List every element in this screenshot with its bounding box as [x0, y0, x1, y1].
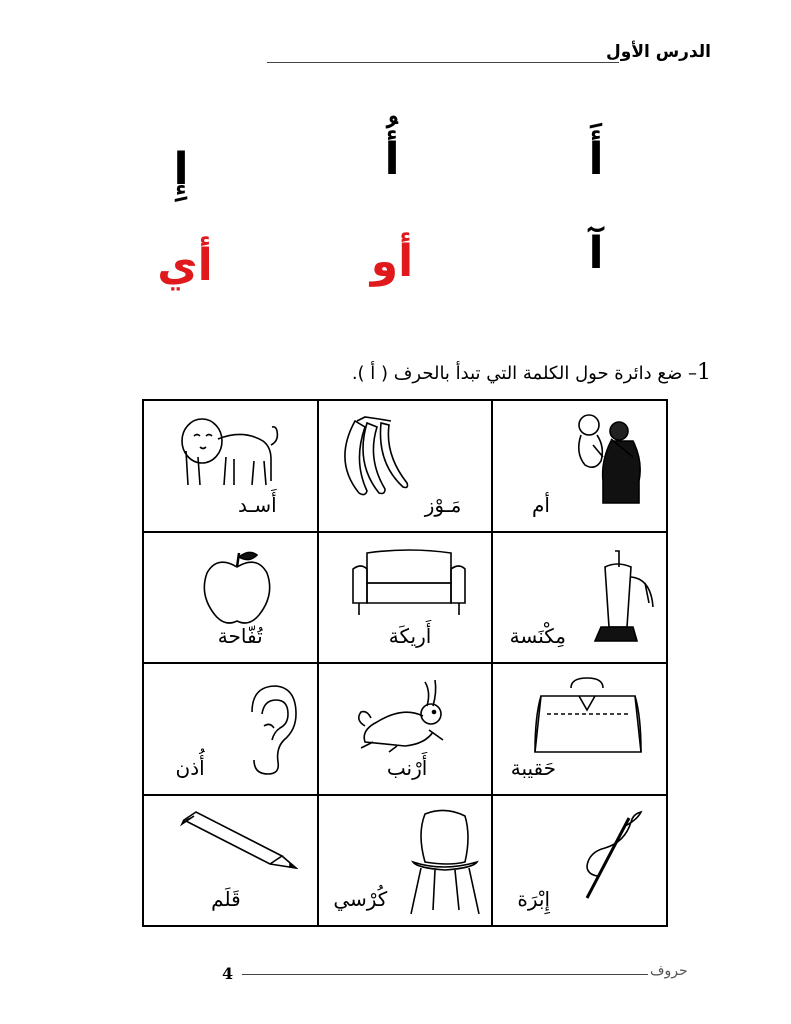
cell-apple[interactable]: [143, 532, 318, 664]
banana-icon: [333, 415, 413, 500]
cell-mother[interactable]: [492, 400, 667, 532]
letter-alef-damma: أُ: [384, 134, 400, 185]
lion-icon: [172, 411, 282, 496]
vacuum-cleaner-icon: [585, 547, 665, 647]
cell-needle[interactable]: [492, 795, 667, 927]
bag-icon: [533, 674, 643, 759]
letter-alef-madda: آ: [588, 228, 604, 279]
word-lion: أَسـد: [237, 492, 277, 517]
pencil-icon: [178, 810, 298, 870]
apple-icon: [202, 547, 272, 627]
word-banana: مَـوْز: [424, 492, 462, 517]
cell-pencil[interactable]: [143, 795, 318, 927]
letter-alef-ya: أي: [157, 240, 213, 291]
rabbit-icon: [353, 676, 463, 756]
ear-icon: [242, 682, 302, 777]
word-bag: حَقيبة: [510, 755, 556, 780]
word-chair: كُرْسي: [333, 887, 388, 911]
mother-icon: [571, 411, 651, 506]
cell-chair[interactable]: [318, 795, 493, 927]
word-mother: أم: [532, 492, 550, 517]
cell-banana[interactable]: [318, 400, 493, 532]
letter-alef-fatha: أَ: [588, 134, 604, 185]
word-pencil: قَلَم: [211, 887, 241, 911]
cell-ear[interactable]: [143, 663, 318, 795]
cell-rabbit[interactable]: [318, 663, 493, 795]
page-number: 4: [222, 964, 234, 983]
chair-icon: [403, 806, 483, 916]
header-rule: [267, 62, 619, 63]
exercise-number: 1: [697, 360, 711, 385]
footer-rule: [242, 974, 648, 975]
letter-alef-kasra: إِ: [173, 144, 189, 195]
instruction-text: – ضع دائرة حول الكلمة التي تبدأ بالحرف ( أ ).: [351, 363, 697, 384]
letter-alef-waw: أو: [370, 236, 414, 287]
cell-lion[interactable]: [143, 400, 318, 532]
exercise-instruction: [352, 360, 711, 385]
cell-vacuum[interactable]: [492, 532, 667, 664]
word-rabbit: أَرْنب: [386, 755, 428, 780]
footer-label: حروف: [650, 963, 688, 979]
word-needle: إِبْرَة: [517, 887, 550, 911]
word-vacuum-cleaner: مِكْنَسة: [509, 624, 566, 648]
lesson-title: الدرس الأول: [606, 42, 711, 62]
word-sofa: أَريكَة: [388, 624, 432, 648]
word-picture-grid: [142, 399, 668, 927]
cell-sofa[interactable]: [318, 532, 493, 664]
word-apple: تُفّاحة: [217, 624, 263, 648]
word-ear: أُذن: [175, 755, 205, 780]
cell-bag[interactable]: [492, 663, 667, 795]
sofa-icon: [349, 547, 469, 619]
needle-icon: [577, 810, 647, 900]
